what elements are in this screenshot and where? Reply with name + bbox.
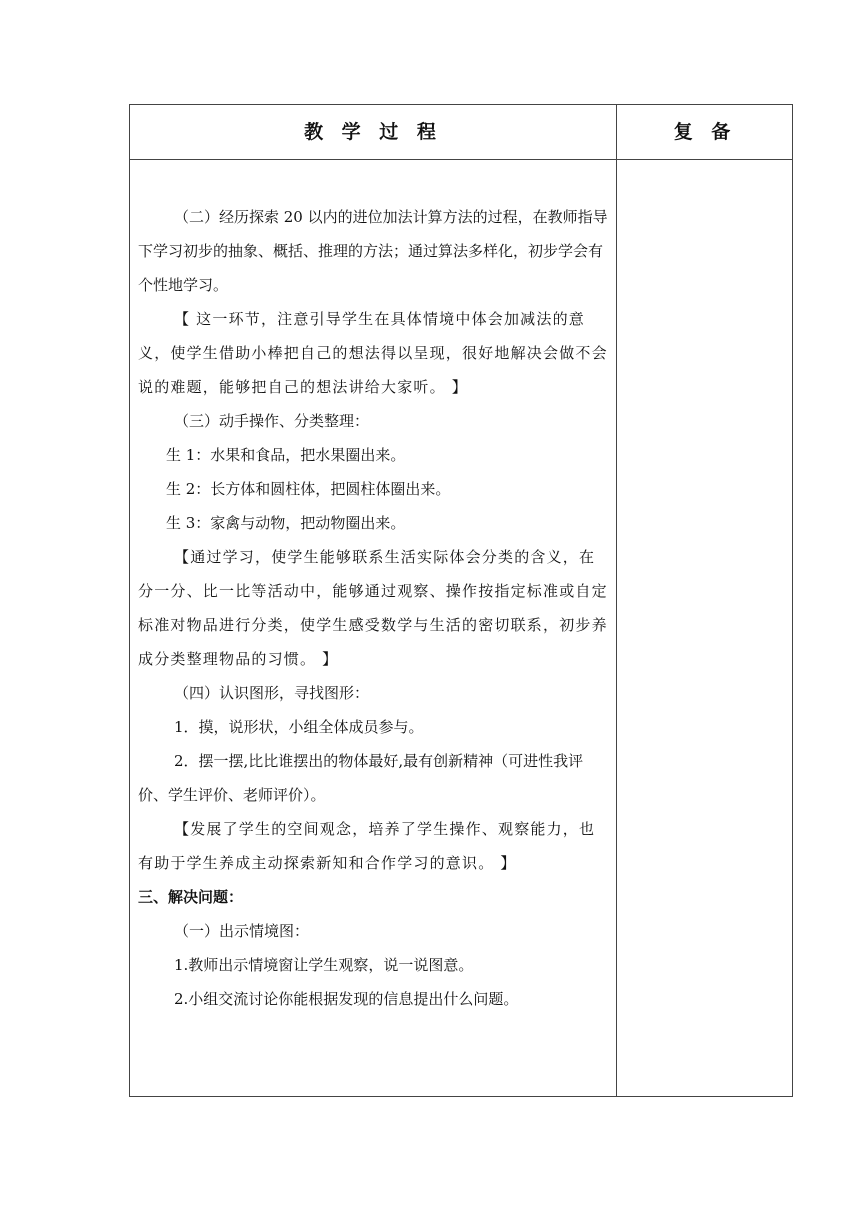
note-spatial: 【发展了学生的空间观念，培养了学生操作、观察能力，也有助于学生养成主动探索新知和合作学习的意识。 】 xyxy=(138,820,596,872)
student-answer-3: 生 3：家禽与动物，把动物圈出来。 xyxy=(166,514,406,532)
header-teaching-process: 教 学 过 程 xyxy=(304,121,442,143)
note-classification: 【通过学习，使学生能够联系生活实际体会分类的含义，在分一分、比一比等活动中，能够通过观察、操作按指定标准或自定标准对物品进行分类，使学生感受数学与生活的密切联系，初步养成分类整理物品的习惯。 】 xyxy=(138,548,608,668)
paragraph-shapes: （四）认识图形，寻找图形： xyxy=(174,684,370,702)
student-answer-2: 生 2：长方体和圆柱体，把圆柱体圈出来。 xyxy=(166,480,451,498)
section-title: 三、解决问题： xyxy=(138,888,244,906)
table-header-row xyxy=(130,105,792,160)
column-divider xyxy=(616,105,617,1096)
item-observe: 1.教师出示情境窗让学生观察，说一说图意。 xyxy=(174,956,474,974)
process-content xyxy=(130,200,616,1016)
item-arrange: 2．摆一摆,比比谁摆出的物体最好,最有创新精神（可进性我评价、学生评价、老师评价）。 xyxy=(138,752,584,804)
paragraph-scene: （一）出示情境图： xyxy=(174,922,310,940)
paragraph-sort: （三）动手操作、分类整理： xyxy=(174,412,370,430)
lesson-table xyxy=(129,104,793,1097)
header-review: 复 备 xyxy=(673,121,737,143)
note-environment: 【 这一环节，注意引导学生在具体情境中体会加减法的意义，使学生借助小棒把自己的想法得以呈现，很好地解决会做不会说的难题，能够把自己的想法讲给大家听。 】 xyxy=(138,310,608,396)
student-answer-1: 生 1：水果和食品，把水果圈出来。 xyxy=(166,446,406,464)
paragraph-explore: （二）经历探索 20 以内的进位加法计算方法的过程，在教师指导下学习初步的抽象、概括、推理的方法；通过算法多样化，初步学会有个性地学习。 xyxy=(138,208,608,294)
item-discuss: 2.小组交流讨论你能根据发现的信息提出什么问题。 xyxy=(174,990,519,1008)
item-touch: 1．摸，说形状，小组全体成员参与。 xyxy=(174,718,424,736)
